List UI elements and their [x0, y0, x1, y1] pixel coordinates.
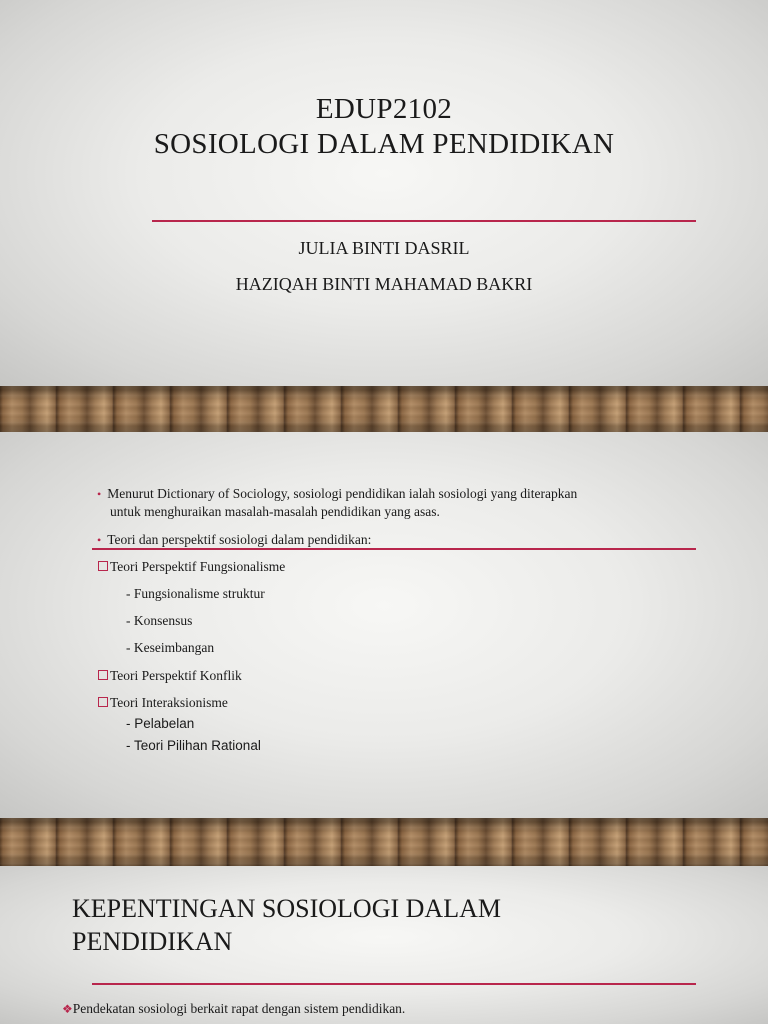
hollow-square-icon	[98, 561, 108, 571]
slide-3	[0, 866, 768, 1024]
slide-3-divider	[92, 983, 696, 985]
theory-functionalism-item: - Konsensus	[126, 613, 193, 628]
theory-interactionism-item: - Pelabelan	[126, 716, 195, 731]
wood-floor-1	[0, 386, 768, 432]
slide-3-bullet: ❖Pendekatan sosiologi berkait rapat dengan sistem pendidikan.	[62, 1001, 406, 1016]
slide-3-title-line-1: KEPENTINGAN SOSIOLOGI DALAM	[72, 894, 501, 923]
theory-functionalism-item: - Fungsionalisme struktur	[126, 586, 265, 601]
slide-3-title-line-2: PENDIDIKAN	[72, 927, 233, 956]
slide-title: SOSIOLOGI DALAM PENDIDIKAN	[153, 128, 615, 160]
hollow-square-icon	[98, 670, 108, 680]
bullet-theories: • Teori dan perspektif sosiologi dalam pendidikan:	[97, 532, 372, 547]
theory-functionalism: Teori Perspektif Fungsionalisme	[98, 558, 285, 576]
theory-interactionism: Teori Interaksionisme	[98, 694, 228, 712]
bullet-definition-cont: untuk menghuraikan masalah-masalah pendidikan yang asas.	[110, 504, 440, 519]
diamond-bullet-icon: ❖	[62, 1002, 73, 1016]
bullet-definition: • Menurut Dictionary of Sociology, sosiologi pendidikan ialah sosiologi yang diterapkan	[97, 486, 578, 501]
theory-interactionism-item: - Teori Pilihan Rational	[126, 738, 261, 753]
theory-conflict: Teori Perspektif Konflik	[98, 667, 242, 685]
title-divider	[152, 220, 696, 222]
course-code: EDUP2102	[315, 93, 453, 125]
content-divider	[92, 548, 696, 550]
slide-2	[0, 432, 768, 818]
theory-functionalism-item: - Keseimbangan	[126, 640, 215, 655]
slide-1	[0, 0, 768, 386]
bullet-dot-icon: •	[97, 533, 102, 547]
hollow-square-icon	[98, 697, 108, 707]
author-2: HAZIQAH BINTI MAHAMAD BAKRI	[235, 274, 533, 294]
author-1: JULIA BINTI DASRIL	[298, 238, 470, 258]
wood-floor-2	[0, 818, 768, 866]
bullet-dot-icon: •	[97, 487, 102, 501]
